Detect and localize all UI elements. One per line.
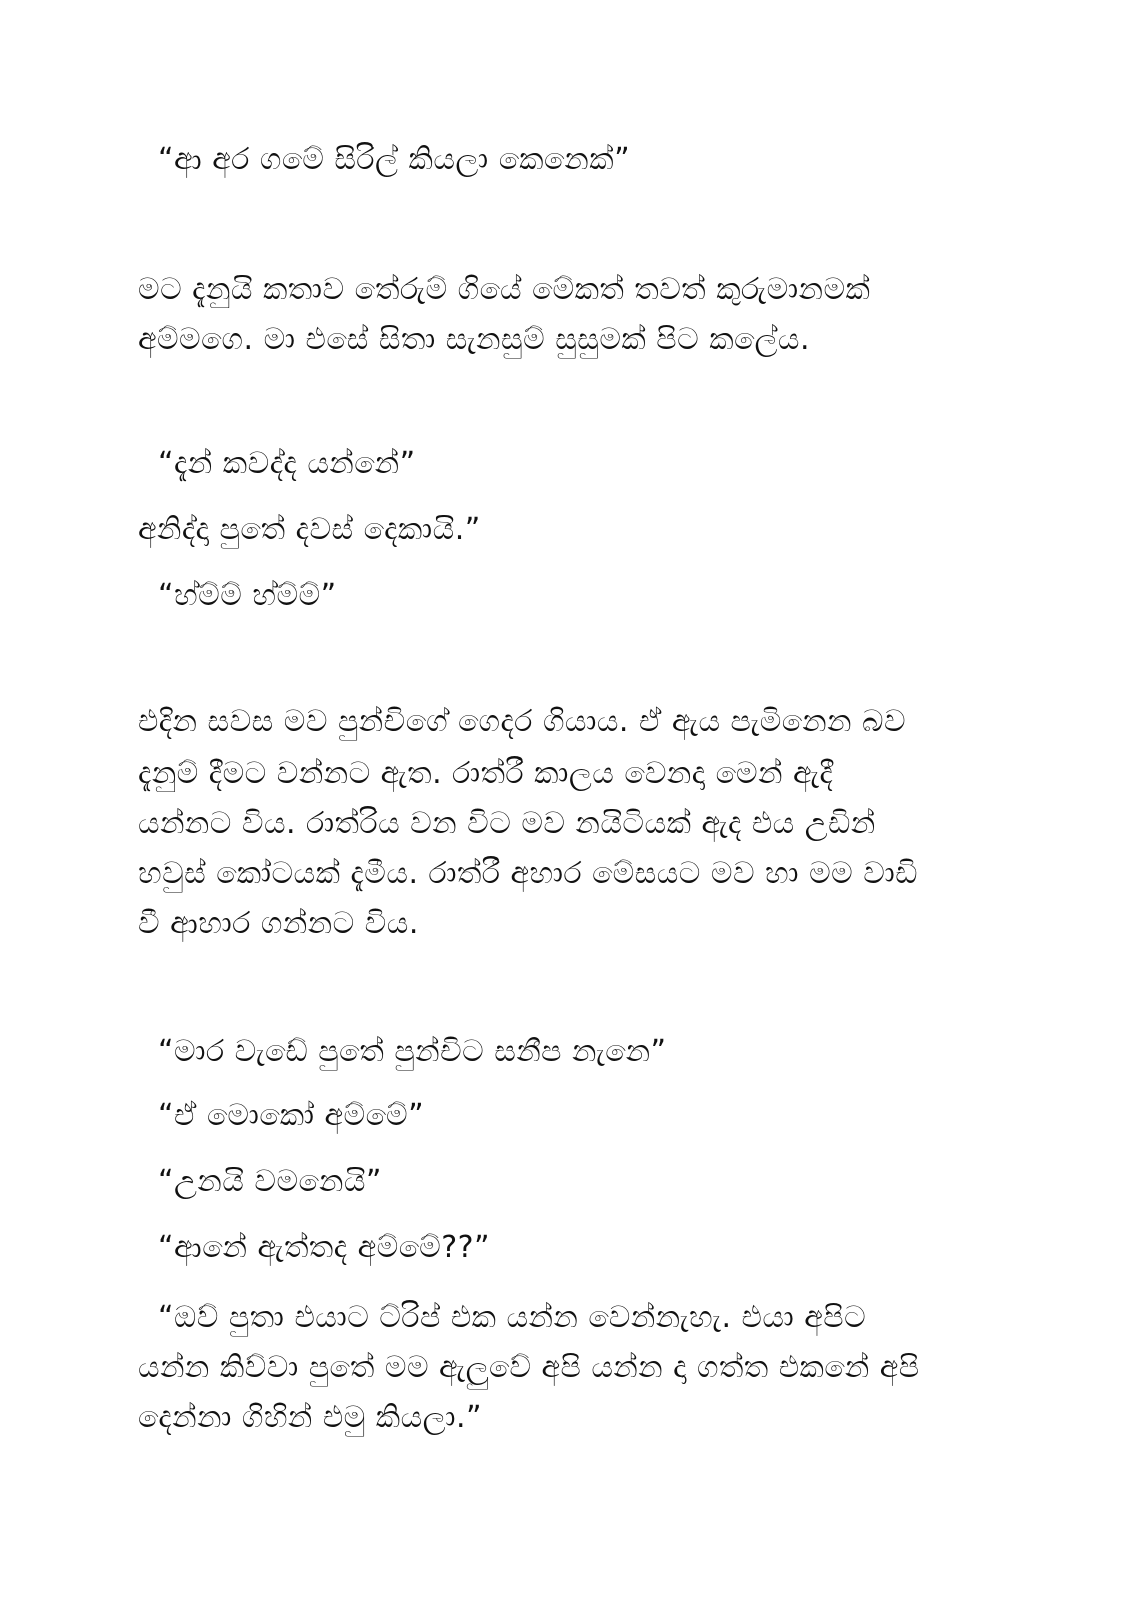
dialog-line: “හ්ම්ම් හ්ම්ම්”	[158, 578, 337, 613]
prose-line: වී ආහාර ගන්නට විය.	[138, 906, 419, 941]
prose-line: යන්නට විය. රාත්රිය වන විට මව නයිටියක් ඇද එය උඩින්	[138, 806, 876, 841]
dialog-continuation-line: දෙන්නා ගිහින් එමු කියලා.”	[138, 1400, 483, 1435]
dialog-line: “දැන් කවද්ද යන්නේ”	[158, 446, 416, 481]
dialog-line: “ආ අර ගමේ සිරිල් කියලා කෙනෙක්”	[158, 142, 631, 177]
dialog-line: “උනයි වමනෙයි”	[158, 1164, 382, 1199]
prose-line: අනිද්දා පුතේ දවස් දෙකායි.”	[138, 512, 481, 547]
dialog-continuation-line: යන්න කිව්වා පුතේ මම ඇලුවේ අපි යන්න දා ගත්ත එකනේ අපි	[138, 1350, 920, 1385]
prose-line: දැනුම් දීමට වන්නට ඇත. රාත්රී කාලය වෙනදා මෙන් ඇදී	[138, 756, 834, 791]
prose-line: මට දැනුයි කතාව තේරුම් ගියේ මේකත් තවත් කුරුමානමක්	[138, 272, 871, 307]
prose-line: හවුස් කෝටයක් දැමීය. රාත්රී අහාර මේසයට මව හා මම වාඩි	[138, 856, 918, 891]
dialog-line: “ඒ මොකෝ අම්මේ”	[158, 1098, 425, 1133]
dialog-line: “ඔව් පුතා එයාට ට්රිප් එක යන්න වෙන්නැහැ. එයා අපිට	[158, 1300, 867, 1335]
dialog-line: “ආනේ ඇත්තද අම්මේ??”	[158, 1230, 491, 1265]
prose-line: එදින සවස මව පුන්චිගේ ගෙදර ගියාය. ඒ ඇය පැමිනෙන බව	[138, 704, 907, 739]
dialog-line: “මාර වැඩේ පුතේ පුන්චිට සනීප නැනෙ”	[158, 1034, 667, 1069]
prose-line: අම්මගෙ. මා එසේ සිතා සැනසුම් සුසුමක් පිට කලේය.	[138, 322, 811, 357]
